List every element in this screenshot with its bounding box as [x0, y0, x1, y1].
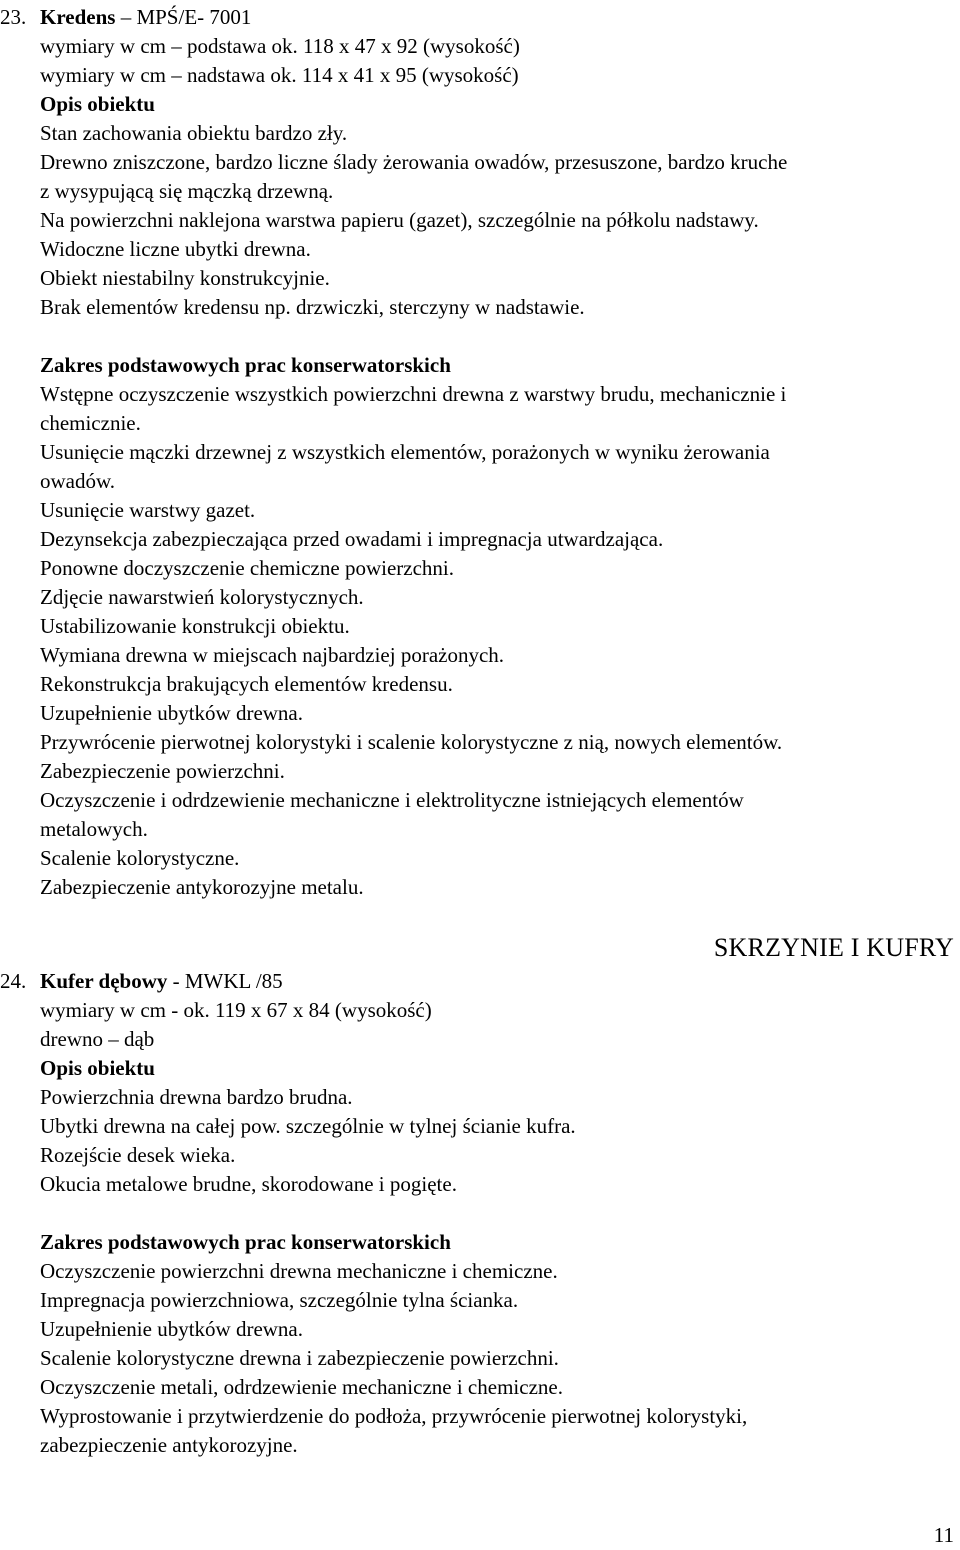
catalog-entry-24: [0, 967, 960, 1460]
dimension-line: wymiary w cm – nadstawa ok. 114 x 41 x 95 (wysokość): [40, 63, 519, 87]
entry-number: 24.: [0, 969, 27, 993]
scope-heading: Zakres podstawowych prac konserwatorskich: [40, 1230, 451, 1254]
scope-line: Wyprostowanie i przytwierdzenie do podłoża, przywrócenie pierwotnej kolorystyki,: [40, 1404, 748, 1428]
scope-line: Ponowne doczyszczenie chemiczne powierzchni.: [40, 556, 454, 580]
scope-line: Oczyszczenie powierzchni drewna mechaniczne i chemiczne.: [40, 1259, 558, 1283]
scope-line: Ustabilizowanie konstrukcji obiektu.: [40, 614, 350, 638]
entry-title-line: [0, 967, 960, 996]
dimension-line: wymiary w cm - ok. 119 x 67 x 84 (wysokość): [40, 998, 432, 1022]
entry-inventory-number: – MPŚ/E- 7001: [115, 5, 252, 29]
scope-line: Scalenie kolorystyczne.: [40, 846, 240, 870]
section-title: SKRZYNIE I KUFRY: [713, 933, 954, 962]
catalog-entry-23: [0, 3, 960, 902]
scope-line: Uzupełnienie ubytków drewna.: [40, 1317, 304, 1341]
description-line: Obiekt niestabilny konstrukcyjnie.: [40, 266, 330, 290]
scope-line: Impregnacja powierzchniowa, szczególnie tylna ścianka.: [40, 1288, 519, 1312]
scope-line: Wstępne oczyszczenie wszystkich powierzchni drewna z warstwy brudu, mechanicznie i: [40, 382, 787, 406]
scope-line: Oczyszczenie metali, odrdzewienie mechaniczne i chemiczne.: [40, 1375, 563, 1399]
scope-heading: Zakres podstawowych prac konserwatorskich: [40, 353, 451, 377]
scope-line: metalowych.: [40, 817, 148, 841]
description-line: Stan zachowania obiektu bardzo zły.: [40, 121, 348, 145]
entry-number: 23.: [0, 5, 27, 29]
scope-line: Oczyszczenie i odrdzewienie mechaniczne i elektrolityczne istniejących elementów: [40, 788, 744, 812]
scope-line: zabezpieczenie antykorozyjne.: [40, 1433, 298, 1457]
scope-line: Zabezpieczenie powierzchni.: [40, 759, 285, 783]
entry-title-line: [0, 3, 960, 32]
scope-line: Dezynsekcja zabezpieczająca przed owadami i impregnacja utwardzająca.: [40, 527, 664, 551]
scope-line: Usunięcie warstwy gazet.: [40, 498, 256, 522]
description-line: Brak elementów kredensu np. drzwiczki, sterczyny w nadstawie.: [40, 295, 585, 319]
scope-line: Usunięcie mączki drzewnej z wszystkich elementów, porażonych w wyniku żerowania: [40, 440, 770, 464]
scope-line: Uzupełnienie ubytków drewna.: [40, 701, 304, 725]
material-line: drewno – dąb: [40, 1027, 155, 1051]
spacer: [0, 322, 960, 351]
page-number: 11: [933, 1523, 954, 1547]
description-line: Widoczne liczne ubytki drewna.: [40, 237, 311, 261]
scope-line: Przywrócenie pierwotnej kolorystyki i scalenie kolorystyczne z nią, nowych elementów.: [40, 730, 783, 754]
scope-line: Zdjęcie nawarstwień kolorystycznych.: [40, 585, 364, 609]
scope-line: Rekonstrukcja brakujących elementów kredensu.: [40, 672, 453, 696]
description-heading: Opis obiektu: [40, 92, 155, 116]
scope-line: chemicznie.: [40, 411, 141, 435]
description-line: Ubytki drewna na całej pow. szczególnie w tylnej ścianie kufra.: [40, 1114, 576, 1138]
description-line: Na powierzchni naklejona warstwa papieru (gazet), szczególnie na półkolu nadstawy.: [40, 208, 759, 232]
spacer: [0, 1199, 960, 1228]
description-heading: Opis obiektu: [40, 1056, 155, 1080]
entry-inventory-number: - MWKL /85: [167, 969, 283, 993]
description-line: z wysypującą się mączką drzewną.: [40, 179, 334, 203]
description-line: Powierzchnia drewna bardzo brudna.: [40, 1085, 353, 1109]
scope-line: Zabezpieczenie antykorozyjne metalu.: [40, 875, 364, 899]
scope-line: owadów.: [40, 469, 116, 493]
description-line: Okucia metalowe brudne, skorodowane i pogięte.: [40, 1172, 457, 1196]
description-line: Rozejście desek wieka.: [40, 1143, 236, 1167]
scope-line: Scalenie kolorystyczne drewna i zabezpieczenie powierzchni.: [40, 1346, 559, 1370]
scope-line: Wymiana drewna w miejscach najbardziej porażonych.: [40, 643, 505, 667]
dimension-line: wymiary w cm – podstawa ok. 118 x 47 x 92 (wysokość): [40, 34, 520, 58]
entry-title: Kufer dębowy: [40, 969, 168, 993]
entry-title: Kredens: [40, 5, 116, 29]
description-line: Drewno zniszczone, bardzo liczne ślady żerowania owadów, przesuszone, bardzo kruche: [40, 150, 788, 174]
